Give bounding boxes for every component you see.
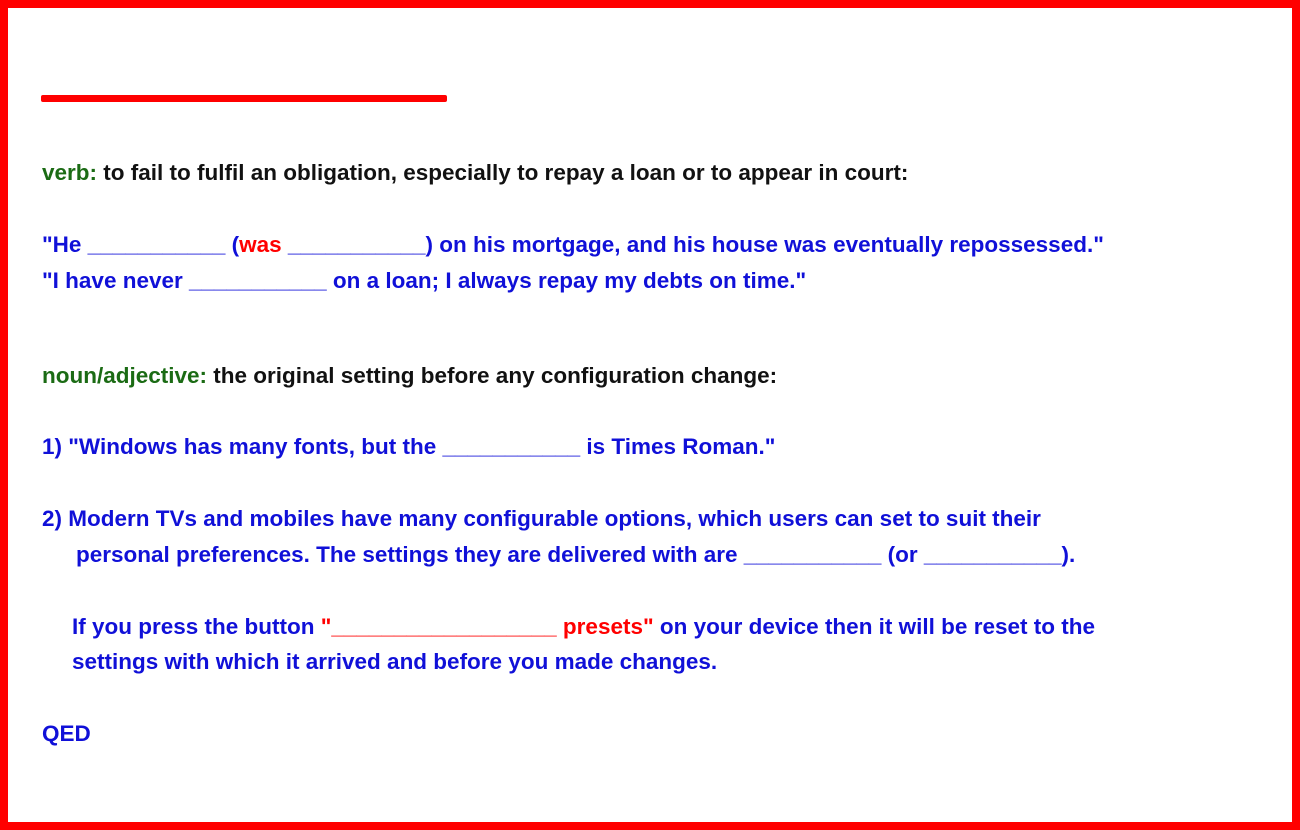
verb-definition: to fail to fulfil an obligation, especially to repay a loan or to appear in court: <box>97 160 909 185</box>
note-line-1 <box>72 612 1095 642</box>
noun-example-2-line-1: 2) Modern TVs and mobiles have many configurable options, which users can set to suit their <box>42 506 1041 531</box>
note-line-1-start: If you press the button <box>72 614 321 639</box>
noun-example-1: 1) "Windows has many fonts, but the ___________ is Times Roman." <box>42 434 776 459</box>
noun-label: noun/adjective: <box>42 363 208 388</box>
verb-example-1-start: "He ___________ ( <box>42 232 240 257</box>
verb-example-1-end: ___________) on his mortgage, and his house was eventually repossessed." <box>281 232 1104 257</box>
qed-footer: QED <box>42 721 91 746</box>
verb-example-1 <box>42 230 1104 260</box>
verb-example-1-was: was <box>239 232 282 257</box>
note-line-1-end: on your device then it will be reset to the <box>653 614 1095 639</box>
verb-definition-line <box>42 158 908 188</box>
hidden-word-bar <box>41 95 447 102</box>
verb-example-2: "I have never ___________ on a loan; I always repay my debts on time." <box>42 268 807 293</box>
note-presets-button: "__________________ presets" <box>320 614 654 639</box>
note-line-2: settings with which it arrived and before you made changes. <box>72 649 718 674</box>
verb-label: verb: <box>42 160 98 185</box>
noun-definition-line <box>42 361 777 391</box>
noun-definition: the original setting before any configuration change: <box>207 363 778 388</box>
noun-example-2-line-2: personal preferences. The settings they are delivered with are ___________ (or ___________). <box>76 542 1076 567</box>
